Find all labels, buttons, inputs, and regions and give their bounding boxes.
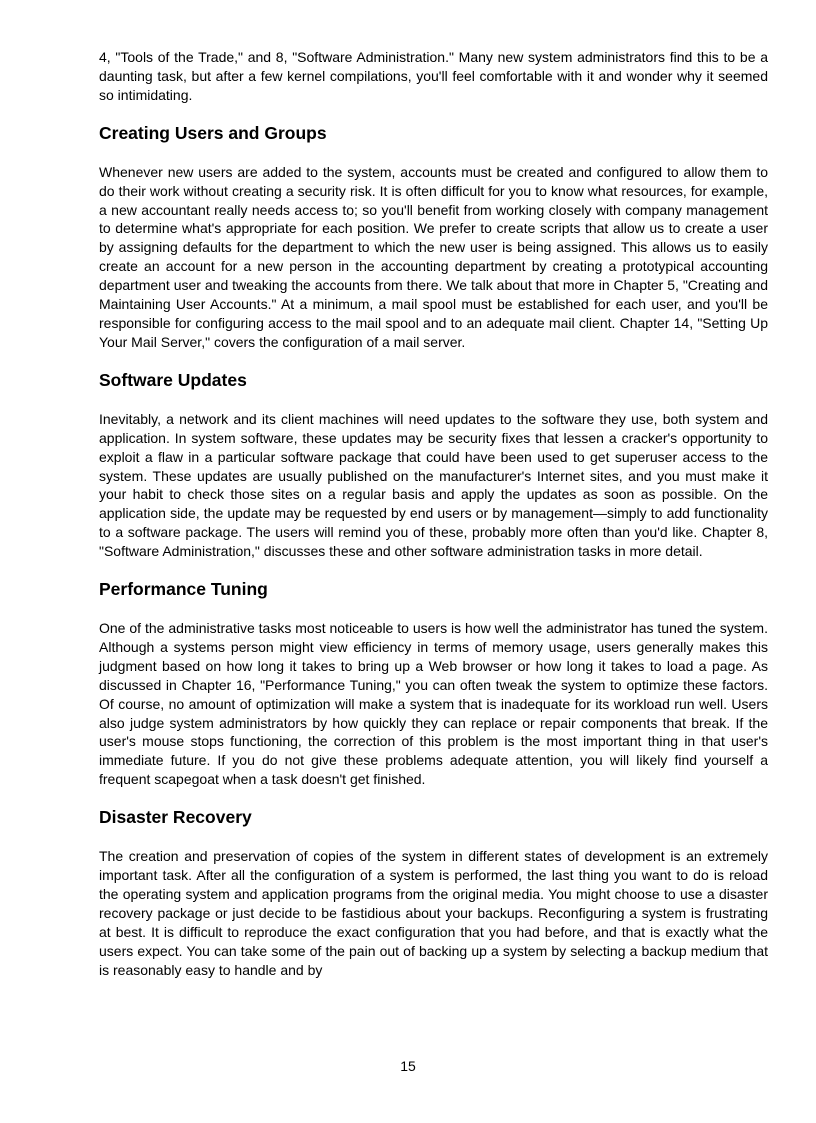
page-number: 15 bbox=[400, 1058, 416, 1074]
section-body-creating-users: Whenever new users are added to the system, accounts must be created and configured to allow them to do their work without creating a security risk. It is often difficult for you to know what resources, for example, a new accountant really needs access to; so you'll benefit from working closely with company management to determine what's appropriate for each position. We prefer to create scripts that allow us to create a user by assigning defaults for the department to which the new user is being assigned. This allows us to easily create an account for a new person in the accounting department by creating a prototypical accounting department user and tweaking the accounts from there. We talk about that more in Chapter 5, "Creating and Maintaining User Accounts." At a minimum, a mail spool must be established for each user, and you'll be responsible for configuring access to the mail spool and to an adequate mail client. Chapter 14, "Setting Up Your Mail Server," covers the configuration of a mail server. bbox=[99, 163, 768, 350]
section-heading-disaster-recovery: Disaster Recovery bbox=[99, 807, 252, 828]
continuation-paragraph: 4, "Tools of the Trade," and 8, "Software Administration." Many new system administrators find this to be a daunting task, but after a few kernel compilations, you'll feel comfortable with it and wonder why it seemed so intimidating. bbox=[99, 49, 768, 103]
section-body-disaster-recovery: The creation and preservation of copies of the system in different states of development is an extremely important task. After all the configuration of a system is performed, the last thing you want to do is reload the operating system and application programs from the original media. You might choose to use a disaster recovery package or just decide to be fastidious about your backups. Reconfiguring a system is frustrating at best. It is difficult to reproduce the exact configuration that you had before, and that is exactly what the users expect. You can take some of the pain out of backing up a system by selecting a backup medium that is reasonably easy to handle and by bbox=[99, 848, 768, 978]
section-heading-software-updates: Software Updates bbox=[99, 369, 247, 390]
section-heading-performance-tuning: Performance Tuning bbox=[99, 579, 268, 600]
section-body-performance-tuning: One of the administrative tasks most noticeable to users is how well the administrator has tuned the system. Although a systems person might view efficiency in terms of memory usage, users generally makes this judgment based on how long it takes to bring up a Web browser or how long it takes to load a page. As discussed in Chapter 16, "Performance Tuning," you can often tweak the system to optimize these factors. Of course, no amount of optimization will make a system that is inadequate for its workload run well. Users also judge system administrators by how quickly they can replace or repair components that break. If the user's mouse stops functioning, the correction of this problem is the most important thing in that user's immediate future. If you do not give these problems adequate attention, you will likely find yourself a frequent scapegoat when a task doesn't get finished. bbox=[99, 620, 768, 788]
section-heading-creating-users: Creating Users and Groups bbox=[99, 122, 327, 143]
section-body-software-updates: Inevitably, a network and its client machines will need updates to the software they use, both system and application. In system software, these updates may be security fixes that lessen a cracker's opportunity to exploit a flaw in a particular software package that could have been used to get superuser access to the system. These updates are usually published on the manufacturer's Internet sites, and you must make it your habit to check those sites on a regular basis and apply the updates as soon as possible. On the application side, the update may be requested by end users or by management—simply to add functionality to a software package. The users will remind you of these, probably more often than you'd like. Chapter 8, "Software Administration," discusses these and other software administration tasks in more detail. bbox=[99, 410, 768, 560]
